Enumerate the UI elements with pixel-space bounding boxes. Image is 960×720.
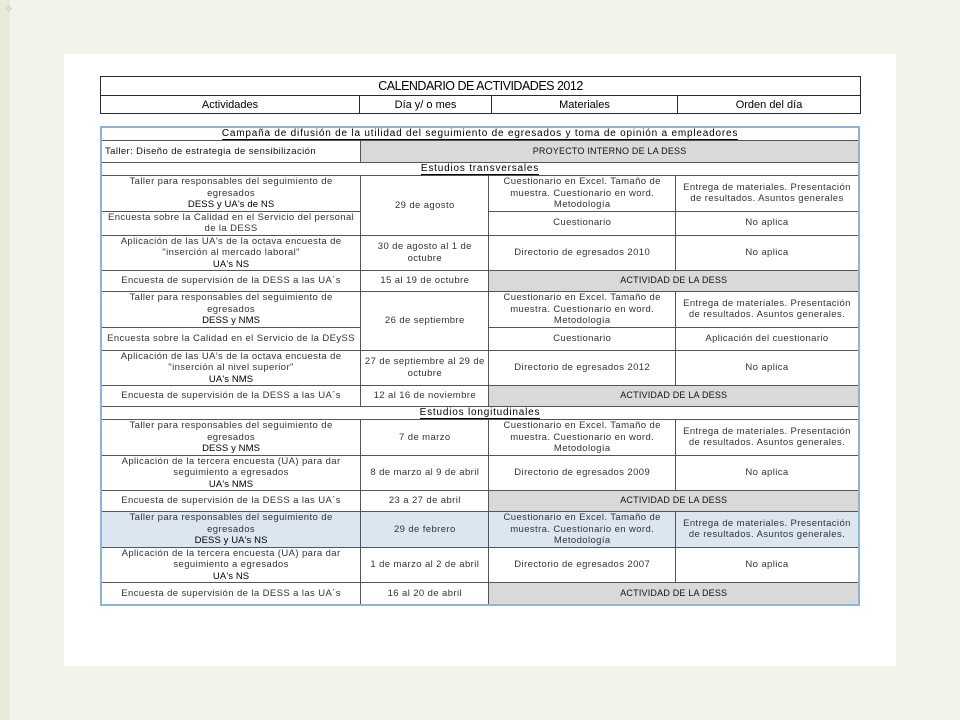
activity-participants: UA's NS: [212, 258, 250, 270]
materials-cell: Cuestionario en Excel. Tamaño de muestra. Cuestionario en word. Metodología: [489, 512, 675, 548]
activity-participants: UA's NMS: [208, 478, 254, 490]
activity-cell: Encuesta de supervisión de la DESS a las UA´s: [101, 271, 361, 292]
column-header-activities: Actividades: [101, 96, 360, 114]
activity-participants: DESS y UA's NS: [194, 535, 268, 546]
taller-label: Taller: Diseño de estrategia de sensibilización: [101, 141, 361, 163]
agenda-cell: Entrega de materiales. Presentación de resultados. Asuntos generales.: [675, 512, 859, 548]
calendar-title: CALENDARIO DE ACTIVIDADES 2012: [101, 77, 861, 96]
activity-cell: [101, 512, 361, 548]
materials-cell: Directorio de egresados 2007: [489, 547, 675, 583]
agenda-cell: No aplica: [675, 350, 859, 386]
section-transversales-text: Estudios transversales: [420, 163, 540, 175]
table-row: [101, 455, 859, 491]
activity-cell: [101, 420, 361, 456]
materials-cell: Directorio de egresados 2009: [489, 455, 675, 491]
materials-cell: Directorio de egresados 2010: [489, 235, 675, 271]
materials-cell: ACTIVIDAD DE LA DESS: [489, 491, 859, 512]
column-header-date: Día y/ o mes: [360, 96, 492, 114]
date-cell: 1 de marzo al 2 de abril: [361, 547, 489, 583]
table-row: [101, 491, 859, 512]
table-row: [101, 176, 859, 212]
agenda-cell: No aplica: [675, 547, 859, 583]
activity-cell: Encuesta de supervisión de la DESS a las UA´s: [101, 491, 361, 512]
date-cell: 27 de septiembre al 29 de octubre: [361, 350, 489, 386]
taller-value: PROYECTO INTERNO DE LA DESS: [361, 141, 859, 163]
table-row: [101, 350, 859, 386]
activity-text: Aplicación de las UA's de la octava encuesta de "inserción al mercado laboral": [120, 235, 342, 258]
date-cell: 8 de marzo al 9 de abril: [361, 455, 489, 491]
activity-cell: Encuesta sobre la Calidad en el Servicio de la DEySS: [101, 327, 361, 350]
activity-cell: [101, 292, 361, 328]
campaign-heading: [101, 127, 859, 141]
agenda-cell: No aplica: [675, 235, 859, 271]
table-row: [101, 583, 859, 606]
activity-text: Taller para responsables del seguimiento de egresados: [129, 292, 333, 315]
table-row: [101, 235, 859, 271]
materials-cell: Cuestionario en Excel. Tamaño de muestra. Cuestionario en word. Metodología: [489, 176, 675, 212]
activity-text: Taller para responsables del seguimiento de egresados: [129, 420, 333, 443]
activity-participants: DESS y NMS: [202, 443, 261, 454]
column-header-agenda: Orden del día: [678, 96, 861, 114]
activity-cell: Encuesta de supervisión de la DESS a las UA´s: [101, 386, 361, 407]
activity-cell: [101, 176, 361, 212]
activity-cell: Encuesta de supervisión de la DESS a las UA´s: [101, 583, 361, 606]
activity-cell: Encuesta sobre la Calidad en el Servicio del personal de la DESS: [101, 211, 361, 235]
activity-text: Taller para responsables del seguimiento de egresados: [129, 512, 333, 535]
column-header-materials: Materiales: [492, 96, 678, 114]
slide-bullet-icon: ❖: [4, 4, 13, 15]
left-decoration-strip: [0, 0, 10, 720]
date-cell: 7 de marzo: [361, 420, 489, 456]
agenda-cell: Entrega de materiales. Presentación de resultados. Asuntos generales.: [675, 420, 859, 456]
activity-cell: [101, 350, 361, 386]
calendar-header-table: [100, 76, 861, 114]
section-transversales: [101, 163, 859, 176]
materials-cell: Cuestionario en Excel. Tamaño de muestra. Cuestionario en word. Metodología: [489, 420, 675, 456]
agenda-cell: No aplica: [675, 455, 859, 491]
materials-cell: Cuestionario: [489, 211, 675, 235]
date-cell: 26 de septiembre: [361, 292, 489, 351]
agenda-cell: Aplicación del cuestionario: [675, 327, 859, 350]
activity-cell: [101, 235, 361, 271]
activity-text: Aplicación de la tercera encuesta (UA) para dar seguimiento a egresados: [121, 455, 341, 478]
materials-cell: Cuestionario: [489, 327, 675, 350]
materials-cell: ACTIVIDAD DE LA DESS: [489, 583, 859, 606]
calendar-slide: [64, 54, 896, 666]
table-row: [101, 271, 859, 292]
table-row: [101, 420, 859, 456]
agenda-cell: Entrega de materiales. Presentación de resultados. Asuntos generales: [675, 176, 859, 212]
agenda-cell: Entrega de materiales. Presentación de resultados. Asuntos generales.: [675, 292, 859, 328]
materials-cell: Directorio de egresados 2012: [489, 350, 675, 386]
activity-cell: [101, 547, 361, 583]
date-cell: 23 a 27 de abril: [361, 491, 489, 512]
table-row: [101, 292, 859, 328]
activities-table: [100, 126, 860, 606]
date-cell: 12 al 16 de noviembre: [361, 386, 489, 407]
materials-cell: Cuestionario en Excel. Tamaño de muestra. Cuestionario en word. Metodología: [489, 292, 675, 328]
table-row: [101, 386, 859, 407]
activity-participants: DESS y NMS: [202, 315, 261, 326]
table-row: [101, 512, 859, 548]
activity-participants: UA's NS: [212, 570, 250, 582]
activity-text: Taller para responsables del seguimiento de egresados: [129, 176, 333, 199]
date-cell: 29 de agosto: [361, 176, 489, 236]
activity-participants: DESS y UA's de NS: [187, 199, 275, 210]
section-longitudinales: [101, 407, 859, 420]
table-row: [101, 547, 859, 583]
activity-text: Aplicación de las UA's de la octava encuesta de "inserción al nivel superior": [120, 350, 342, 373]
date-cell: 16 al 20 de abril: [361, 583, 489, 606]
campaign-heading-text: Campaña de difusión de la utilidad del seguimiento de egresados y toma de opinión a empleadores: [221, 128, 739, 140]
activity-cell: [101, 455, 361, 491]
date-cell: 15 al 19 de octubre: [361, 271, 489, 292]
materials-cell: ACTIVIDAD DE LA DESS: [489, 271, 859, 292]
section-longitudinales-text: Estudios longitudinales: [419, 407, 541, 419]
activity-text: Aplicación de la tercera encuesta (UA) para dar seguimiento a egresados: [121, 547, 341, 570]
date-cell: 30 de agosto al 1 de octubre: [361, 235, 489, 271]
agenda-cell: No aplica: [675, 211, 859, 235]
materials-cell: ACTIVIDAD DE LA DESS: [489, 386, 859, 407]
date-cell: 29 de febrero: [361, 512, 489, 548]
activity-participants: UA's NMS: [208, 373, 254, 385]
